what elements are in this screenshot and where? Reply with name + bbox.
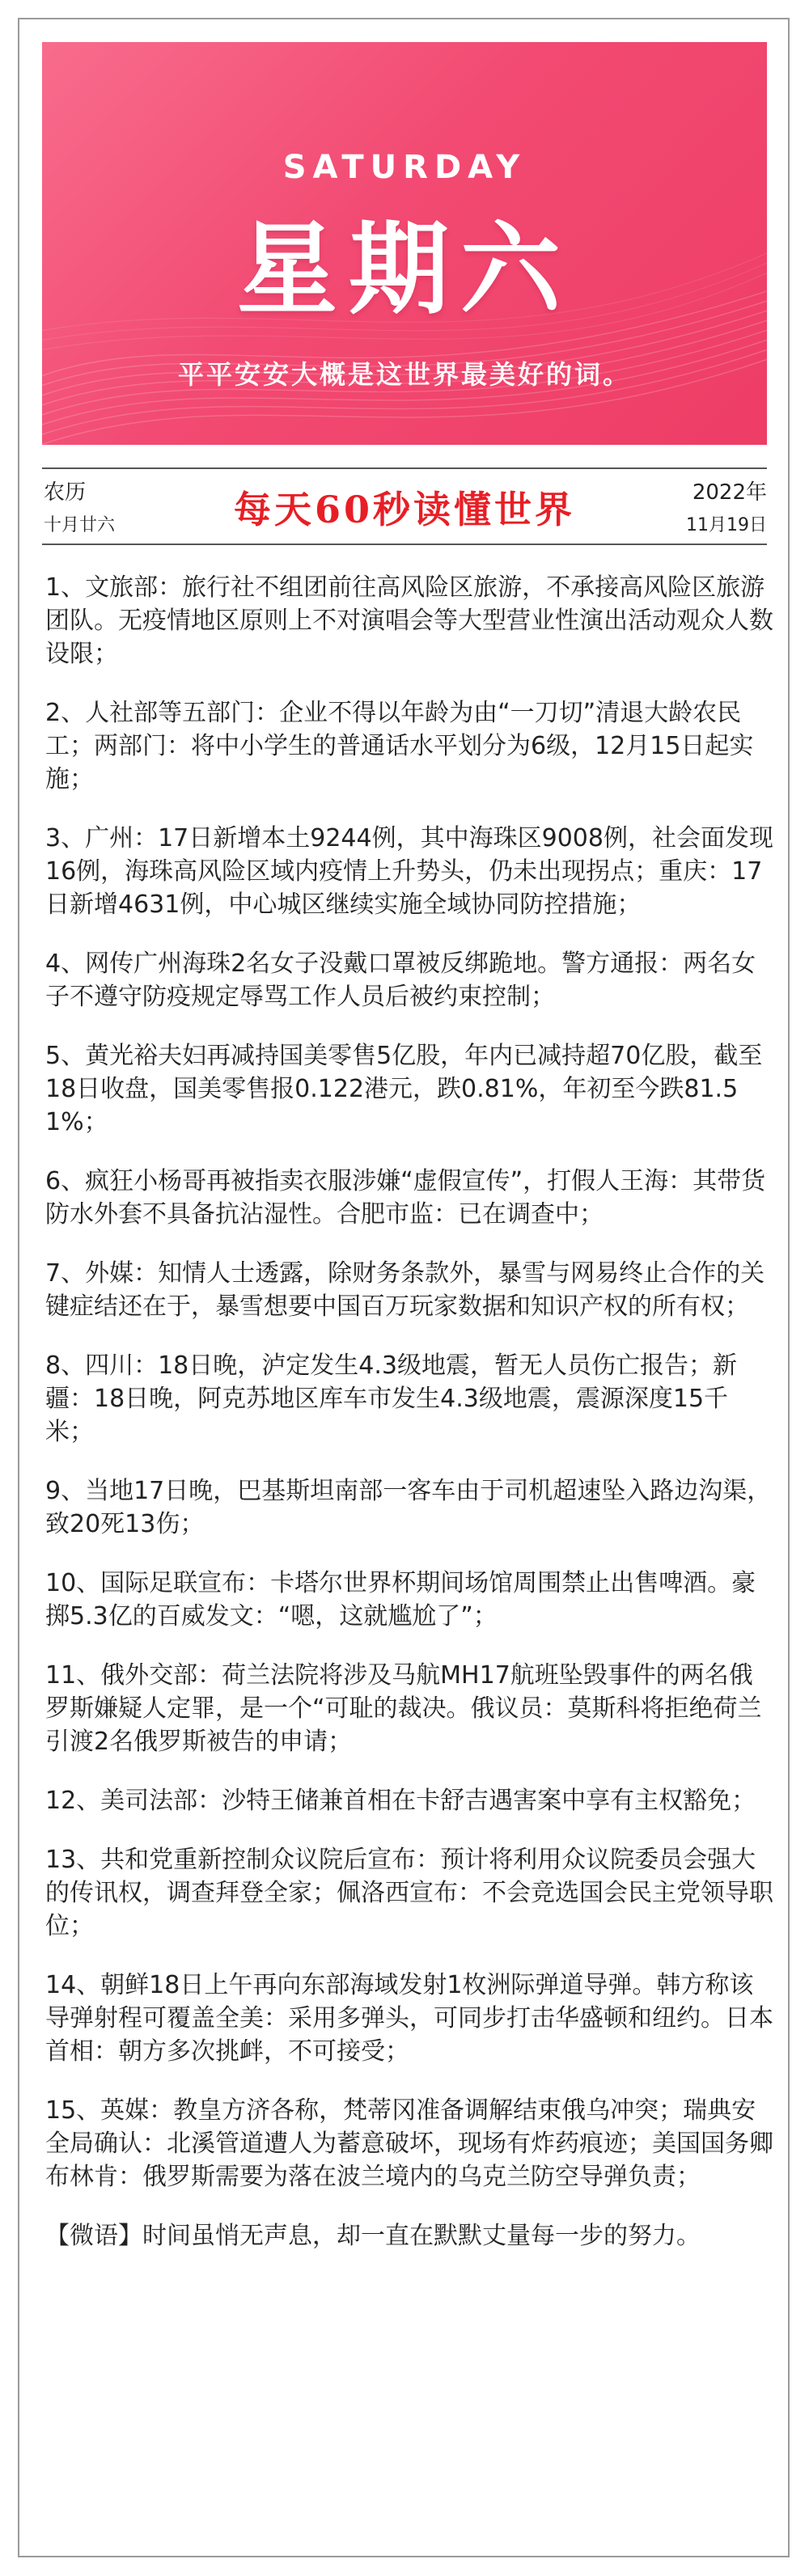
weekday-english: SATURDAY (282, 149, 527, 186)
day-banner (42, 42, 767, 445)
news-item: 4、网传广州海珠2名女子没戴口罩被反绑跪地。警方通报：两名女子不遵守防疫规定辱骂工作人员后被约束控制； (45, 950, 756, 1011)
news-item: 5、黄光裕夫妇再减持国美零售5亿股，年内已减持超70亿股，截至18日收盘，国美零售报0.122港元，跌0.81%，年初至今跌81.51%； (45, 1042, 763, 1136)
news-item: 2、人社部等五部门：企业不得以年龄为由“一刀切”清退大龄农民工；两部门：将中小学生的普通话水平划分为6级，12月15日起实施； (45, 699, 754, 793)
date-label: 11月19日 (686, 515, 767, 535)
news-item: 14、朝鲜18日上午再向东部海域发射1枚洲际弹道导弹。韩方称该导弹射程可覆盖全美：采用多弹头，可同步打击华盛顿和纽约。日本首相：朝方多次挑衅，不可接受； (45, 1971, 773, 2066)
page-headline: 每天60秒读懂世界 (233, 488, 575, 531)
news-list (45, 571, 773, 2278)
news-item: 8、四川：18日晚，泸定发生4.3级地震，暂无人员伤亡报告；新疆：18日晚，阿克苏地区库车市发生4.3级地震，震源深度15千米； (45, 1351, 737, 1446)
banner-tagline: 平平安安大概是这世界最美好的词。 (177, 359, 631, 390)
news-item: 9、当地17日晚，巴基斯坦南部一客车由于司机超速坠入路边沟渠，致20死13伤； (45, 1477, 772, 1538)
news-item: 1、文旅部：旅行社不组团前往高风险区旅游，不承接高风险区旅游团队。无疫情地区原则上不对演唱会等大型营业性演出活动观众人数设限； (45, 573, 773, 668)
year-label: 2022年 (692, 480, 767, 505)
lunar-date: 十月廿六 (44, 515, 116, 535)
news-item: 13、共和党重新控制众议院后宣布：预计将利用众议院委员会强大的传讯权，调查拜登全家；佩洛西宣布：不会竞选国会民主党领导职位； (45, 1846, 773, 1940)
divider-bottom (42, 544, 767, 545)
news-item: 12、美司法部：沙特王储兼首相在卡舒吉遇害案中享有主权豁免； (45, 1787, 756, 1815)
news-item: 15、英媒：教皇方济各称，梵蒂冈准备调解结束俄乌冲突；瑞典安全局确认：北溪管道遭人为蓄意破坏，现场有炸药痕迹；美国国务卿布林肯：俄罗斯需要为落在波兰境内的乌克兰防空导弹负责； (45, 2096, 773, 2191)
news-item: 10、国际足联宣布：卡塔尔世界杯期间场馆周围禁止出售啤酒。豪掷5.3亿的百威发文：“嗯，这就尴尬了”； (45, 1569, 756, 1631)
news-item: 11、俄外交部：荷兰法院将涉及马航MH17航班坠毁事件的两名俄罗斯嫌疑人定罪，是一个“可耻的裁决。俄议员：莫斯科将拒绝荷兰引渡2名俄罗斯被告的申请； (45, 1661, 762, 1756)
lunar-label: 农历 (44, 480, 87, 505)
weekday-chinese: 星期六 (236, 212, 572, 328)
news-item: 7、外媒：知情人士透露，除财务条款外，暴雪与网易终止合作的关键症结还在于，暴雪想要中国百万玩家数据和知识产权的所有权； (45, 1259, 765, 1321)
closing-quote: 【微语】时间虽悄无声息，却一直在默默丈量每一步的努力。 (45, 2222, 701, 2250)
news-item: 3、广州：17日新增本土9244例，其中海珠区9008例，社会面发现16例，海珠高风险区域内疫情上升势头，仍未出现拐点；重庆：17日新增4631例，中心城区继续实施全域协同防控措施； (45, 824, 773, 919)
divider-top (42, 467, 767, 469)
news-item: 6、疯狂小杨哥再被指卖衣服涉嫌“虚假宣传”，打假人王海：其带货防水外套不具备抗沾湿性。合肥市监：已在调查中； (45, 1167, 766, 1229)
